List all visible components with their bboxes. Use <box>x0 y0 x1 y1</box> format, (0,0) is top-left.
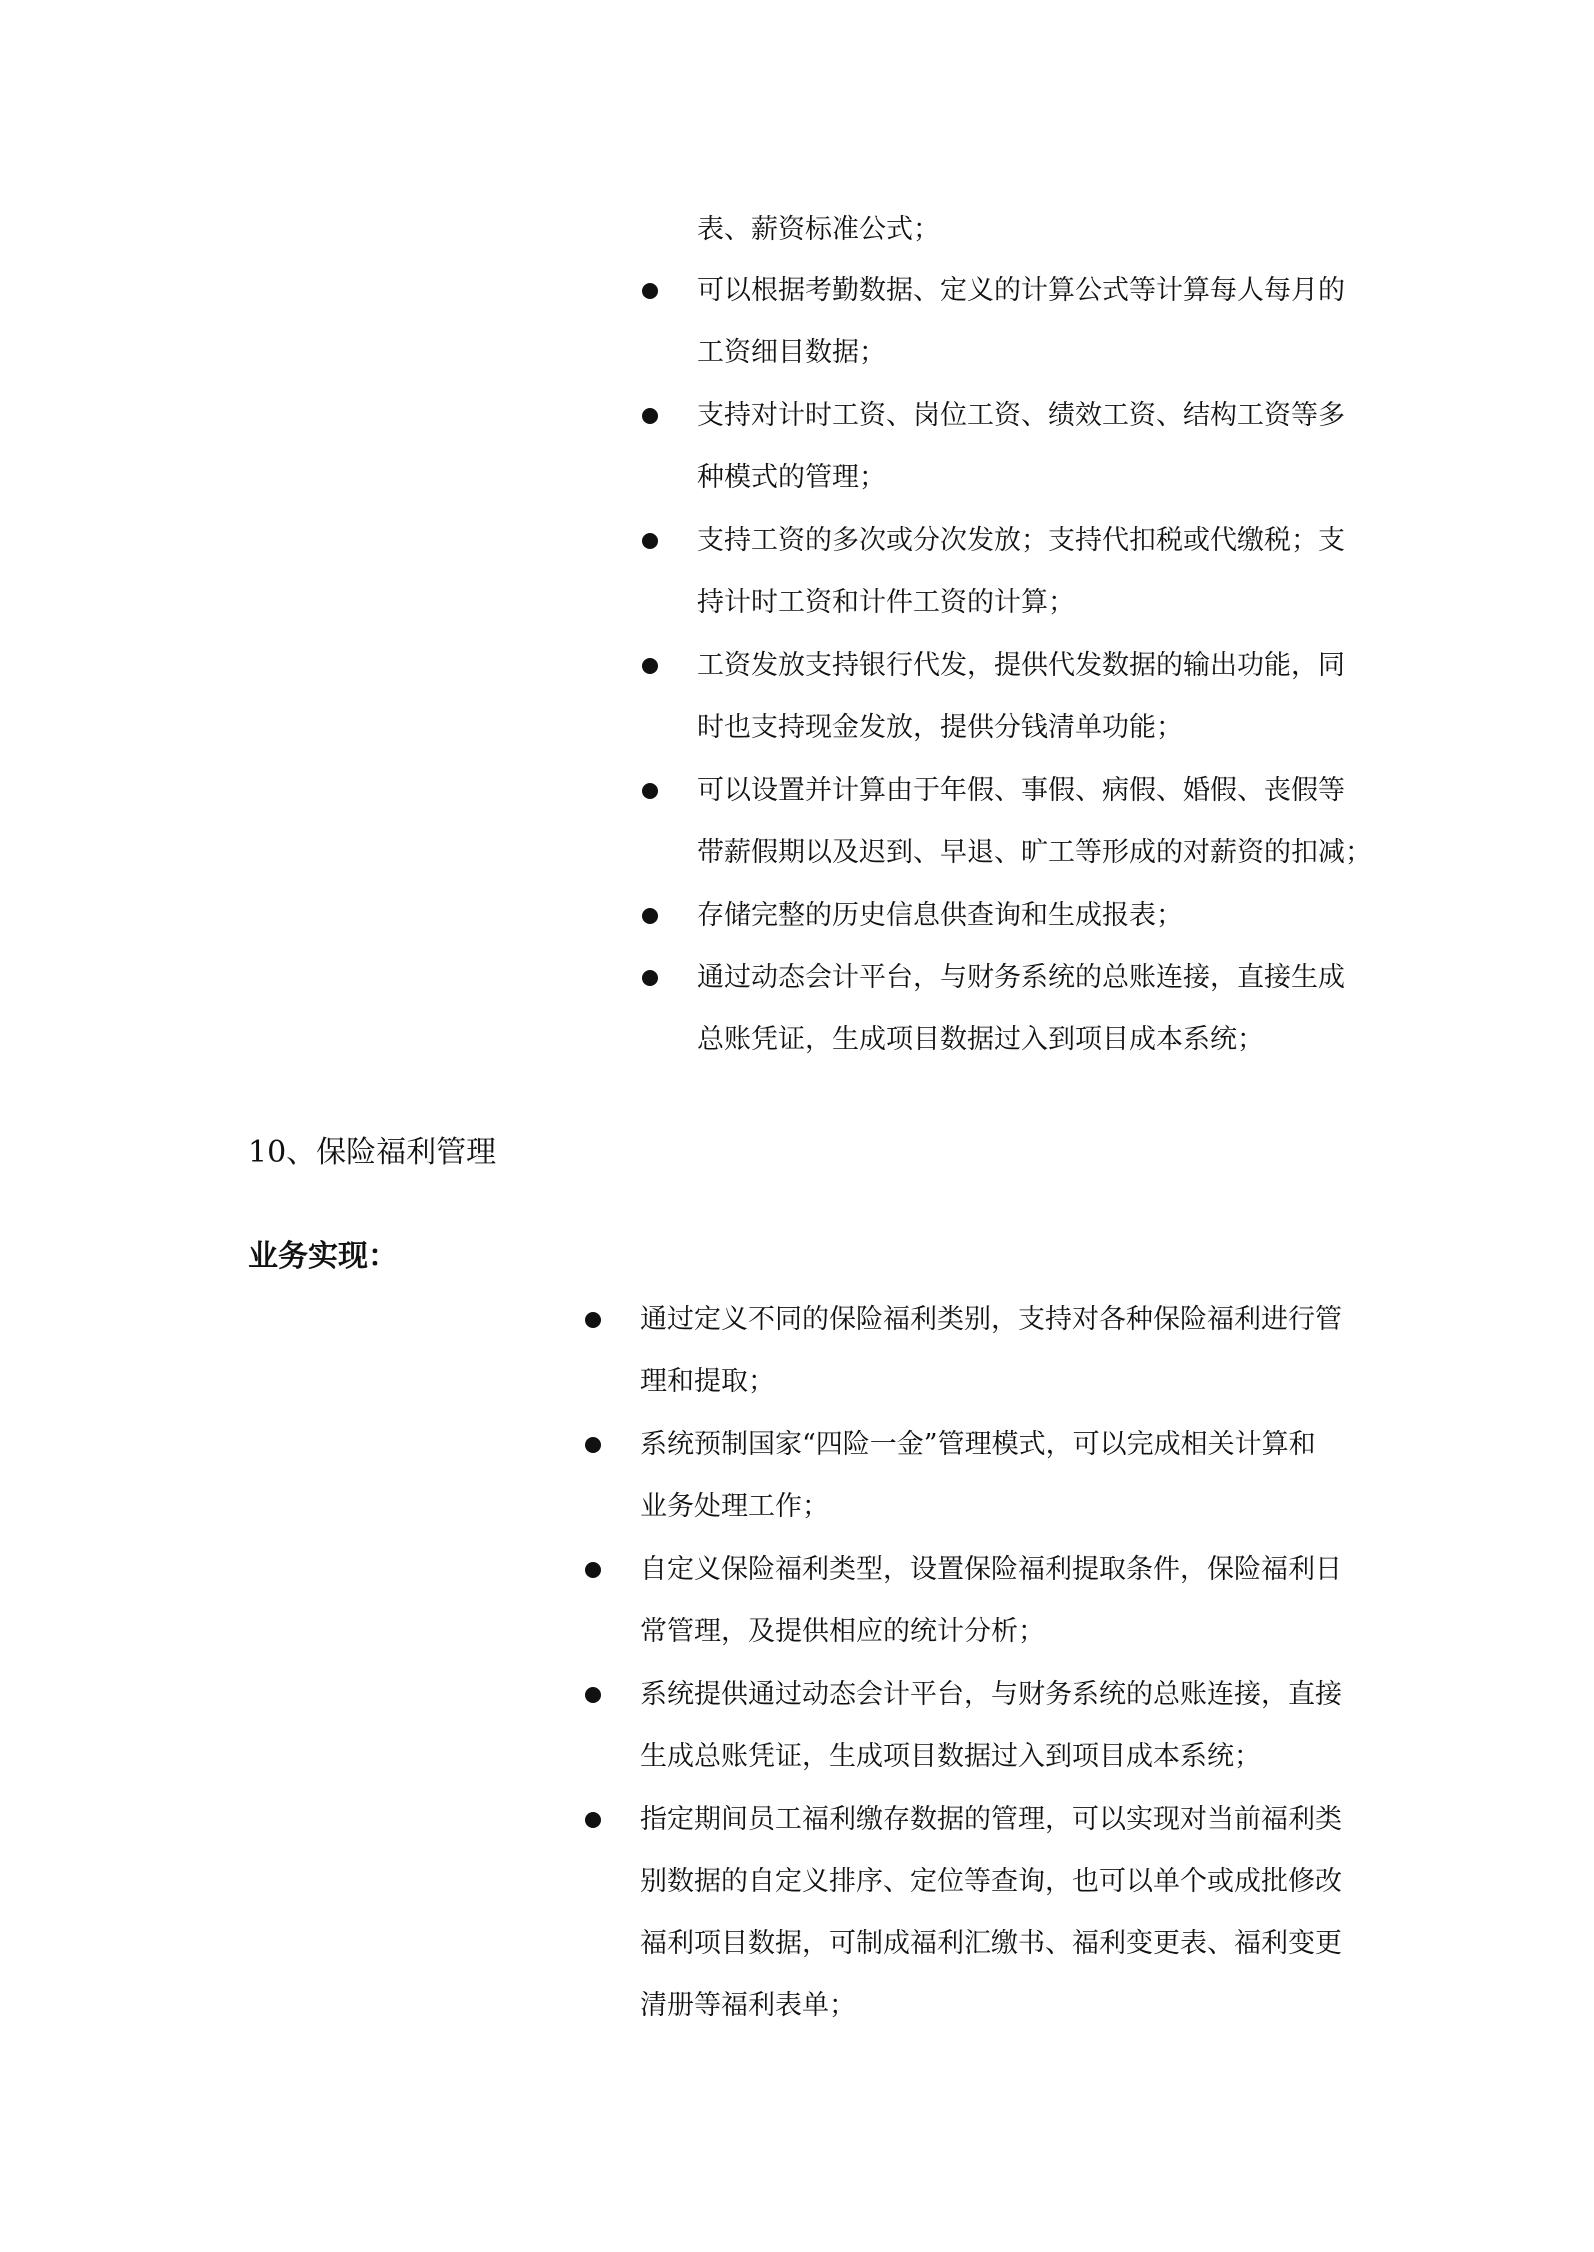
list-item-text: 福利项目数据，可制成福利汇缴书、福利变更表、福利变更 <box>640 1928 1342 1959</box>
list-item-text: 通过定义不同的保险福利类别，支持对各种保险福利进行管 <box>640 1304 1342 1335</box>
bullet-icon <box>642 658 658 674</box>
bullet-icon <box>585 1812 601 1828</box>
bullet-icon <box>642 970 658 986</box>
bullet-icon <box>642 908 658 924</box>
bullet-icon <box>642 283 658 299</box>
section-subtitle: 业务实现： <box>248 1239 398 1274</box>
list-item-text: 清册等福利表单； <box>640 1990 856 2021</box>
list-item-text: 别数据的自定义排序、定位等查询，也可以单个或成批修改 <box>640 1866 1342 1897</box>
list-item-text: 系统提供通过动态会计平台，与财务系统的总账连接，直接 <box>640 1679 1342 1710</box>
bullet-icon <box>585 1312 601 1328</box>
bullet-icon <box>642 783 658 799</box>
list-item-text: 存储完整的历史信息供查询和生成报表； <box>697 900 1183 931</box>
list-item-text: 通过动态会计平台，与财务系统的总账连接，直接生成 <box>697 962 1345 993</box>
bullet-icon <box>585 1687 601 1703</box>
list-item-text: 持计时工资和计件工资的计算； <box>697 587 1075 618</box>
list-item-text: 工资细目数据； <box>697 337 886 368</box>
list-item-text: 工资发放支持银行代发，提供代发数据的输出功能，同 <box>697 650 1345 681</box>
list-item-text: 支持对计时工资、岗位工资、绩效工资、结构工资等多 <box>697 400 1345 431</box>
list-item-text: 支持工资的多次或分次发放；支持代扣税或代缴税；支 <box>697 525 1345 556</box>
bullet-icon <box>585 1437 601 1453</box>
list-item-text: 系统预制国家“四险一金”管理模式，可以完成相关计算和 <box>640 1429 1316 1460</box>
bullet-icon <box>642 533 658 549</box>
list-item-text: 理和提取； <box>640 1366 775 1397</box>
list-item-text: 可以设置并计算由于年假、事假、病假、婚假、丧假等 <box>697 775 1345 806</box>
list-item-text: 可以根据考勤数据、定义的计算公式等计算每人每月的 <box>697 275 1345 306</box>
list-item-text: 总账凭证，生成项目数据过入到项目成本系统； <box>697 1024 1264 1055</box>
list-continuation-text: 表、薪资标准公式； <box>697 214 940 245</box>
list-item-text: 时也支持现金发放，提供分钱清单功能； <box>697 712 1183 743</box>
list-item-text: 带薪假期以及迟到、早退、旷工等形成的对薪资的扣减； <box>697 837 1372 868</box>
list-item-text: 指定期间员工福利缴存数据的管理，可以实现对当前福利类 <box>640 1804 1342 1835</box>
list-item-text: 生成总账凭证，生成项目数据过入到项目成本系统； <box>640 1741 1261 1772</box>
list-item-text: 常管理，及提供相应的统计分析； <box>640 1616 1045 1647</box>
bullet-icon <box>642 408 658 424</box>
section-title: 10、保险福利管理 <box>248 1135 497 1170</box>
bullet-icon <box>585 1562 601 1578</box>
list-item-text: 业务处理工作； <box>640 1491 829 1522</box>
list-item-text: 自定义保险福利类型，设置保险福利提取条件，保险福利日 <box>640 1554 1342 1585</box>
list-item-text: 种模式的管理； <box>697 462 886 493</box>
